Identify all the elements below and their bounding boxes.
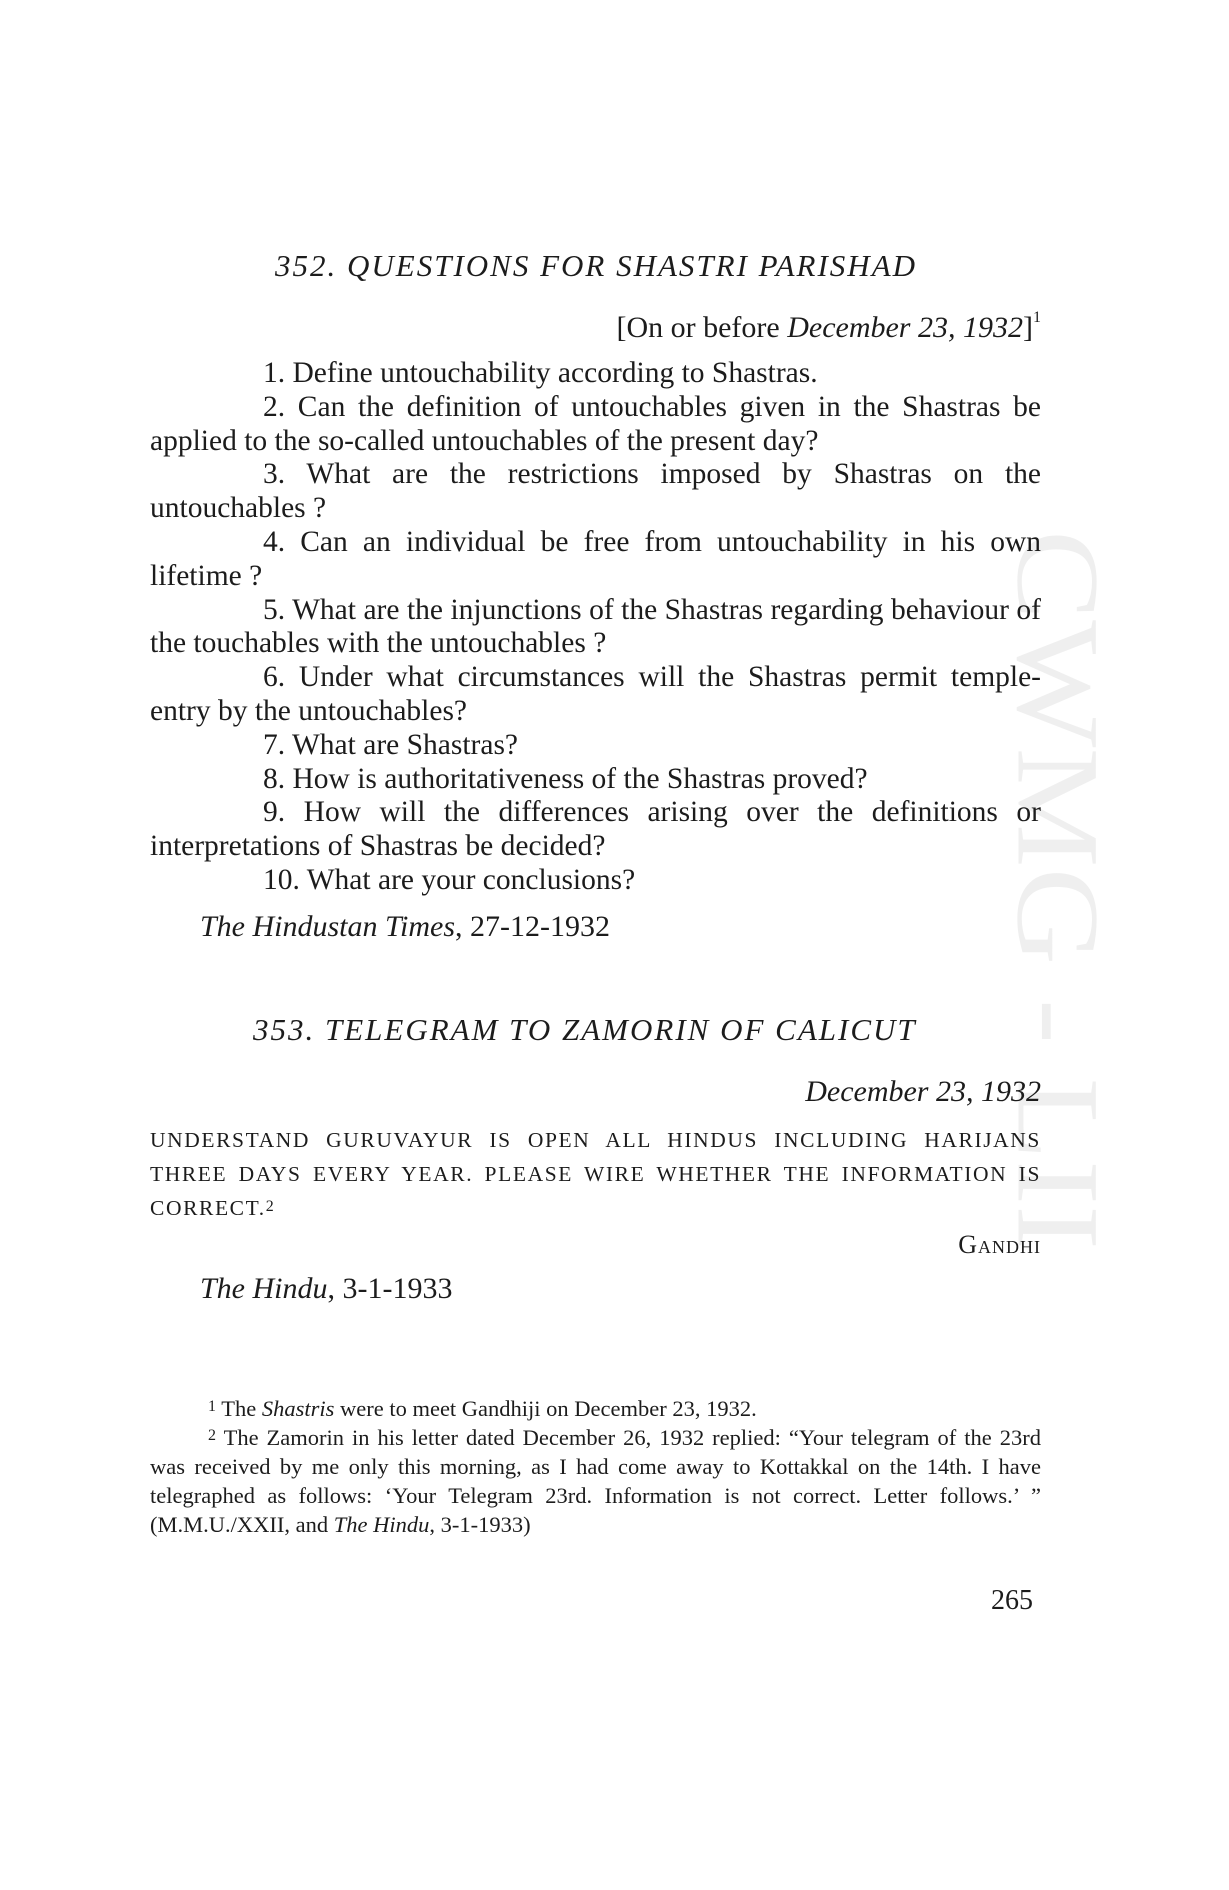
date-italic: December 23, 1932 bbox=[787, 311, 1023, 344]
question-item: 9. How will the differences arising over the definitions or interpretations of Shastras be decided? bbox=[150, 796, 1041, 863]
footnote-text: , 3-1-1933) bbox=[429, 1512, 531, 1537]
source-date: , 3-1-1933 bbox=[327, 1272, 453, 1305]
signature: Gandhi bbox=[958, 1230, 1041, 1259]
question-item: 5. What are the injunctions of the Shastras regarding behaviour of the touchables with the untouchables ? bbox=[150, 593, 1041, 660]
question-list bbox=[150, 357, 1041, 898]
footnote-2 bbox=[150, 1423, 1041, 1539]
footnote-italic: Shastris bbox=[261, 1396, 335, 1421]
section-353-heading: 353. TELEGRAM TO ZAMORIN OF CALICUT bbox=[253, 1012, 917, 1047]
question-item: 6. Under what circumstances will the Shastras permit temple-entry by the untouchables? bbox=[150, 661, 1041, 727]
section-352-source bbox=[200, 910, 610, 944]
footnote-italic: The Hindu bbox=[333, 1512, 430, 1537]
footnote-marker-2: 2 bbox=[265, 1197, 276, 1215]
footnote-marker-1: 1 bbox=[1033, 309, 1041, 326]
question-item: 2. Can the definition of untouchables given in the Shastras be applied to the so-called untouchables of the present day? bbox=[150, 390, 1041, 457]
question-item: 8. How is authoritativeness of the Shastras proved? bbox=[263, 762, 868, 795]
footnote-text: The Zamorin in his letter dated December 26, 1932 replied: “Your telegram of the 23rd was received by me only this morning, as I had come away to Kottakkal on the 14th. I have telegraphed as follows: ‘Your Telegram 23rd. Information is not correct. Letter follows.’ ” (M.M.U./XXII, and bbox=[150, 1425, 1041, 1537]
telegram-body: UNDERSTAND GURUVAYUR IS OPEN ALL HINDUS INCLUDING HARIJANS THREE DAYS EVERY YEAR. PLEASE WIRE WHETHER THE INFORMATION IS CORRECT. bbox=[150, 1128, 1041, 1220]
section-353-source bbox=[200, 1272, 452, 1306]
footnote-number: 2 bbox=[208, 1427, 216, 1444]
section-352-dateline bbox=[616, 311, 1041, 345]
footnote-text: were to meet Gandhiji on December 23, 1932. bbox=[334, 1396, 757, 1421]
date-suffix: ] bbox=[1023, 311, 1033, 344]
page-number: 265 bbox=[991, 1585, 1033, 1616]
footnote-1 bbox=[150, 1394, 1041, 1423]
section-352-heading: 352. QUESTIONS FOR SHASTRI PARISHAD bbox=[275, 248, 918, 283]
question-item: 4. Can an individual be free from untouchability in his own lifetime ? bbox=[150, 525, 1041, 592]
footnote-text: The bbox=[216, 1396, 262, 1421]
section-353-dateline bbox=[805, 1075, 1041, 1109]
date-prefix: [On or before bbox=[616, 311, 788, 344]
footnote-number: 1 bbox=[208, 1398, 216, 1415]
footnotes bbox=[150, 1394, 1041, 1539]
question-item: 1. Define untouchability according to Shastras. bbox=[263, 357, 818, 389]
source-title: The Hindustan Times bbox=[200, 910, 456, 943]
question-item: 7. What are Shastras? bbox=[263, 728, 519, 761]
watermark-text: CWMG - LII bbox=[992, 530, 1124, 1160]
telegram-text bbox=[150, 1124, 1041, 1225]
question-item: 3. What are the restrictions imposed by Shastras on the untouchables ? bbox=[150, 458, 1041, 525]
date-italic: December 23, 1932 bbox=[805, 1075, 1041, 1108]
question-item: 10. What are your conclusions? bbox=[263, 863, 636, 896]
source-date: , 27-12-1932 bbox=[455, 910, 611, 943]
source-title: The Hindu bbox=[200, 1272, 328, 1305]
